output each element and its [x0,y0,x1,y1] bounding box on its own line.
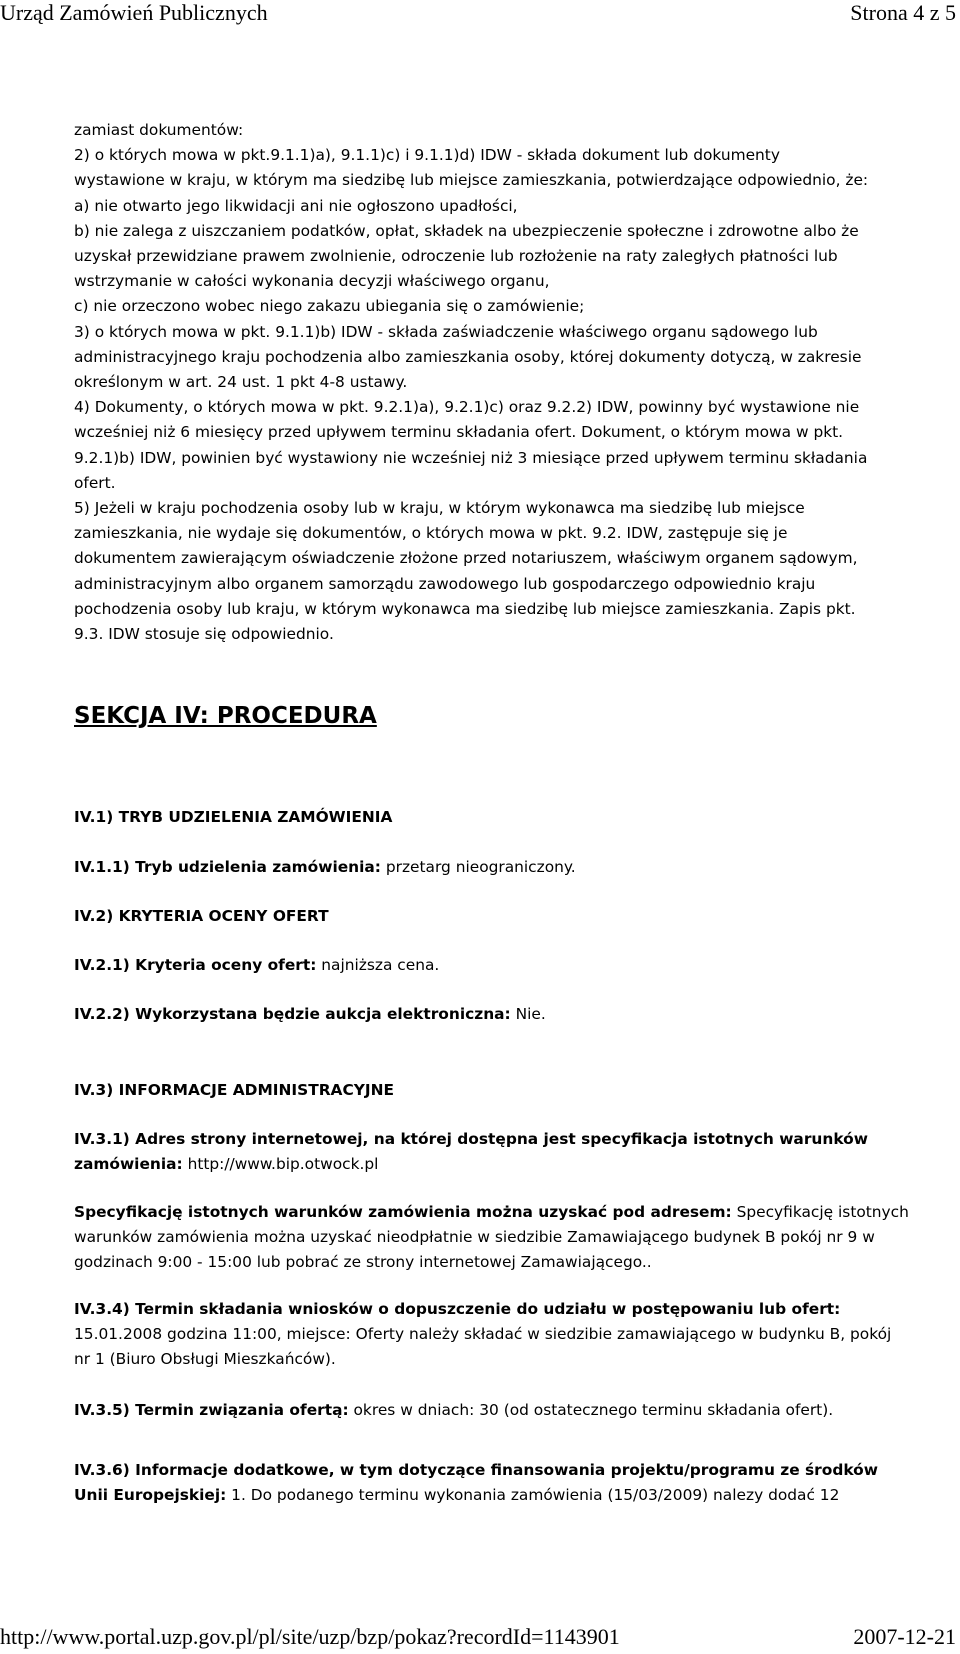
text-line: określonym w art. 24 ust. 1 pkt 4-8 ustawy. [74,373,408,392]
text-line: ofert. [74,473,116,492]
iv2-1-row [74,953,910,978]
field-label: zamówienia: [74,1155,183,1173]
iv2-heading: IV.2) KRYTERIA OCENY OFERT [74,907,329,925]
field-value: godzinach 9:00 - 15:00 lub pobrać ze strony internetowej Zamawiającego.. [74,1253,652,1271]
text-line: wstrzymanie w całości wykonania decyzji właściwego organu, [74,272,550,291]
iv1-1-row [74,855,910,880]
text-line: administracyjnym albo organem samorządu zawodowego lub gospodarczego odpowiednio kraju [74,574,816,593]
text-line: 9.2.1)b) IDW, powinien być wystawiony nie wcześniej niż 3 miesiące przed upływem terminu składania [74,448,868,467]
text-line: uzyskał przewidziane prawem zwolnienie, odroczenie lub rozłożenie na raty zaległych płatności lub [74,247,838,266]
field-value: nr 1 (Biuro Obsługi Mieszkańców). [74,1350,336,1368]
iv3-1-row [74,1127,910,1177]
text-line: zamieszkania, nie wydaje się dokumentów, o których mowa w pkt. 9.2. IDW, zastępuje się je [74,524,788,543]
field-label: IV.1.1) Tryb udzielenia zamówienia: [74,858,381,876]
iv3-6-row [74,1458,910,1508]
field-value: 1. Do podanego terminu wykonania zamówienia (15/03/2009) nalezy dodać 12 [226,1486,840,1504]
field-label: IV.2.1) Kryteria oceny ofert: [74,956,317,974]
field-value: przetarg nieograniczony. [380,858,576,876]
text-line: dokumentem zawierającym oświadczenie złożone przed notariuszem, właściwym organem sądowym, [74,549,858,568]
footer-date: 2007-12-21 [853,1624,956,1649]
text-line: administracyjnego kraju pochodzenia albo zamieszkania osoby, której dokumenty dotyczą, w zakresie [74,347,862,366]
text-line: b) nie zalega z uiszczaniem podatków, opłat, składek na ubezpieczenie społeczne i zdrowotne albo że [74,221,859,240]
text-line: 4) Dokumenty, o których mowa w pkt. 9.2.1)a), 9.2.1)c) oraz 9.2.2) IDW, powinny być wystawione nie [74,398,860,417]
page-number: Strona 4 z 5 [850,0,956,25]
field-value: 15.01.2008 godzina 11:00, miejsce: Oferty należy składać w siedzibie zamawiającego w budynku B, pokój [74,1325,892,1343]
field-value: Nie. [510,1005,546,1023]
header-title: Urząd Zamówień Publicznych [0,0,268,25]
field-label: IV.3.1) Adres strony internetowej, na której dostępna jest specyfikacja istotnych warunków [74,1130,868,1148]
text-line: 9.3. IDW stosuje się odpowiednio. [74,625,334,644]
iv2-2-row [74,1002,910,1027]
field-label: IV.2.2) Wykorzystana będzie aukcja elektroniczna: [74,1005,511,1023]
spec-row [74,1200,910,1275]
intro-text [74,118,910,647]
text-line: c) nie orzeczono wobec niego zakazu ubiegania się o zamówienie; [74,297,585,316]
field-label: IV.3.4) Termin składania wniosków o dopuszczenie do udziału w postępowaniu lub ofert: [74,1300,841,1318]
website-link[interactable]: http://www.bip.otwock.pl [182,1155,379,1173]
text-line: wcześniej niż 6 miesięcy przed upływem terminu składania ofert. Dokument, o którym mowa w pkt. [74,423,844,442]
text-line: a) nie otwarto jego likwidacji ani nie ogłoszono upadłości, [74,196,518,215]
field-value: okres w dniach: 30 (od ostatecznego terminu składania ofert). [348,1401,834,1419]
text-line: pochodzenia osoby lub kraju, w którym wykonawca ma siedzibę lub miejsce zamieszkania. Zapis pkt. [74,599,856,618]
field-value: Specyfikację istotnych [731,1203,909,1221]
text-line: 2) o których mowa w pkt.9.1.1)a), 9.1.1)c) i 9.1.1)d) IDW - składa dokument lub dokumenty [74,146,780,165]
iv3-heading: IV.3) INFORMACJE ADMINISTRACYJNE [74,1081,395,1099]
text-line: 5) Jeżeli w kraju pochodzenia osoby lub w kraju, w którym wykonawca ma siedzibę lub miejsce [74,499,805,518]
footer-url[interactable]: http://www.portal.uzp.gov.pl/pl/site/uzp/bzp/pokaz?recordId=1143901 [0,1624,620,1649]
text-line: zamiast dokumentów: [74,121,244,139]
field-value: warunków zamówienia można uzyskać nieodpłatnie w siedzibie Zamawiającego budynek B pokój nr 9 w [74,1228,875,1246]
section-title: SEKCJA IV: PROCEDURA [74,703,377,729]
iv3-4-row [74,1297,910,1372]
field-value: najniższa cena. [316,956,440,974]
text-line: wystawione w kraju, w którym ma siedzibę lub miejsce zamieszkania, potwierdzające odpowiednio, że: [74,171,869,190]
field-label: Unii Europejskiej: [74,1486,227,1504]
iv1-heading: IV.1) TRYB UDZIELENIA ZAMÓWIENIA [74,808,393,826]
iv3-5-row [74,1398,910,1423]
field-label: IV.3.5) Termin związania ofertą: [74,1401,349,1419]
field-label: IV.3.6) Informacje dodatkowe, w tym dotyczące finansowania projektu/programu ze środków [74,1461,878,1479]
field-label: Specyfikację istotnych warunków zamówienia można uzyskać pod adresem: [74,1203,732,1221]
text-line: 3) o których mowa w pkt. 9.1.1)b) IDW - składa zaświadczenie właściwego organu sądowego lub [74,322,818,341]
